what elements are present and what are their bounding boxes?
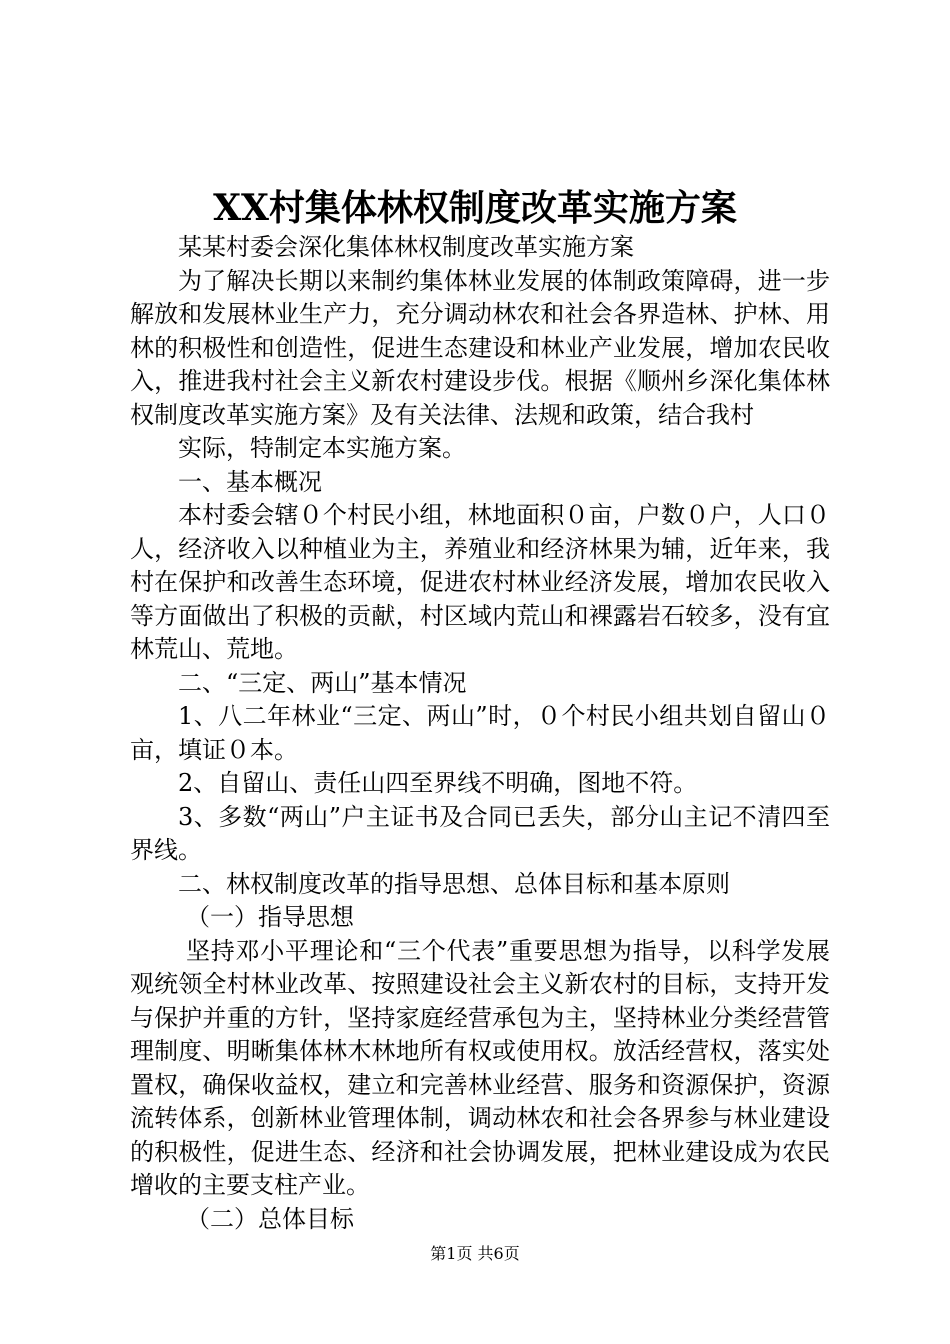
subsection-heading-overall-goal: （二）总体目标 bbox=[186, 1204, 354, 1233]
list-item-3: 3、多数“两山”户主证书及合同已丢失，部分山主记不清四至界线。 bbox=[130, 802, 830, 864]
page-number-footer: 第1页 共6页 bbox=[430, 1244, 520, 1263]
subsection-heading-guiding-ideology: （一）指导思想 bbox=[186, 903, 354, 931]
document-title: XX村集体林权制度改革实施方案 bbox=[213, 187, 737, 229]
list-item-1: 1、八二年林业“三定、两山”时，０个村民小组共划自留山０亩，填证０本。 bbox=[130, 702, 830, 764]
document-body bbox=[130, 231, 830, 1236]
subtitle-paragraph: 某某村委会深化集体林权制度改革实施方案 bbox=[178, 233, 634, 261]
intro-continuation-paragraph: 实际，特制定本实施方案。 bbox=[178, 434, 466, 462]
section-heading-basic-situation: 二、“三定、两山”基本情况 bbox=[178, 668, 467, 697]
intro-paragraph: 为了解决长期以来制约集体林业发展的体制政策障碍，进一步解放和发展林业生产力，充分调动林农和社会各界造林、护林、用林的积极性和创造性，促进生态建设和林业产业发展，增加农民收入，推进我村社会主义新农村建设步伐。根据《顺州乡深化集体林权制度改革实施方案》及有关法律、法规和政策，结合我村 bbox=[130, 266, 830, 429]
section-heading-overview: 一、基本概况 bbox=[178, 467, 322, 496]
section-heading-guiding-principles: 二、林权制度改革的指导思想、总体目标和基本原则 bbox=[178, 869, 730, 898]
guiding-ideology-paragraph: 坚持邓小平理论和“三个代表”重要思想为指导，以科学发展观统领全村林业改革、按照建设社会主义新农村的目标，支持开发与保护并重的方针，坚持家庭经营承包为主，坚持林业分类经营管理制度、明晰集体林木林地所有权或使用权。放活经营权，落实处置权，确保收益权，建立和完善林业经营、服务和资源保护，资源流转体系，创新林业管理体制，调动林农和社会各界参与林业建设的积极性，促进生态、经济和社会协调发展，把林业建设成为农民增收的主要支柱产业。 bbox=[130, 936, 830, 1199]
list-item-2: 2、自留山、责任山四至界线不明确，图地不符。 bbox=[178, 769, 698, 797]
overview-paragraph: 本村委会辖０个村民小组，林地面积０亩，户数０户，人口０人，经济收入以种植业为主，养殖业和经济林果为辅，近年来，我村在保护和改善生态环境，促进农村林业经济发展，增加农民收入等方面做出了积极的贡献，村区域内荒山和裸露岩石较多，没有宜林荒山、荒地。 bbox=[130, 501, 830, 663]
